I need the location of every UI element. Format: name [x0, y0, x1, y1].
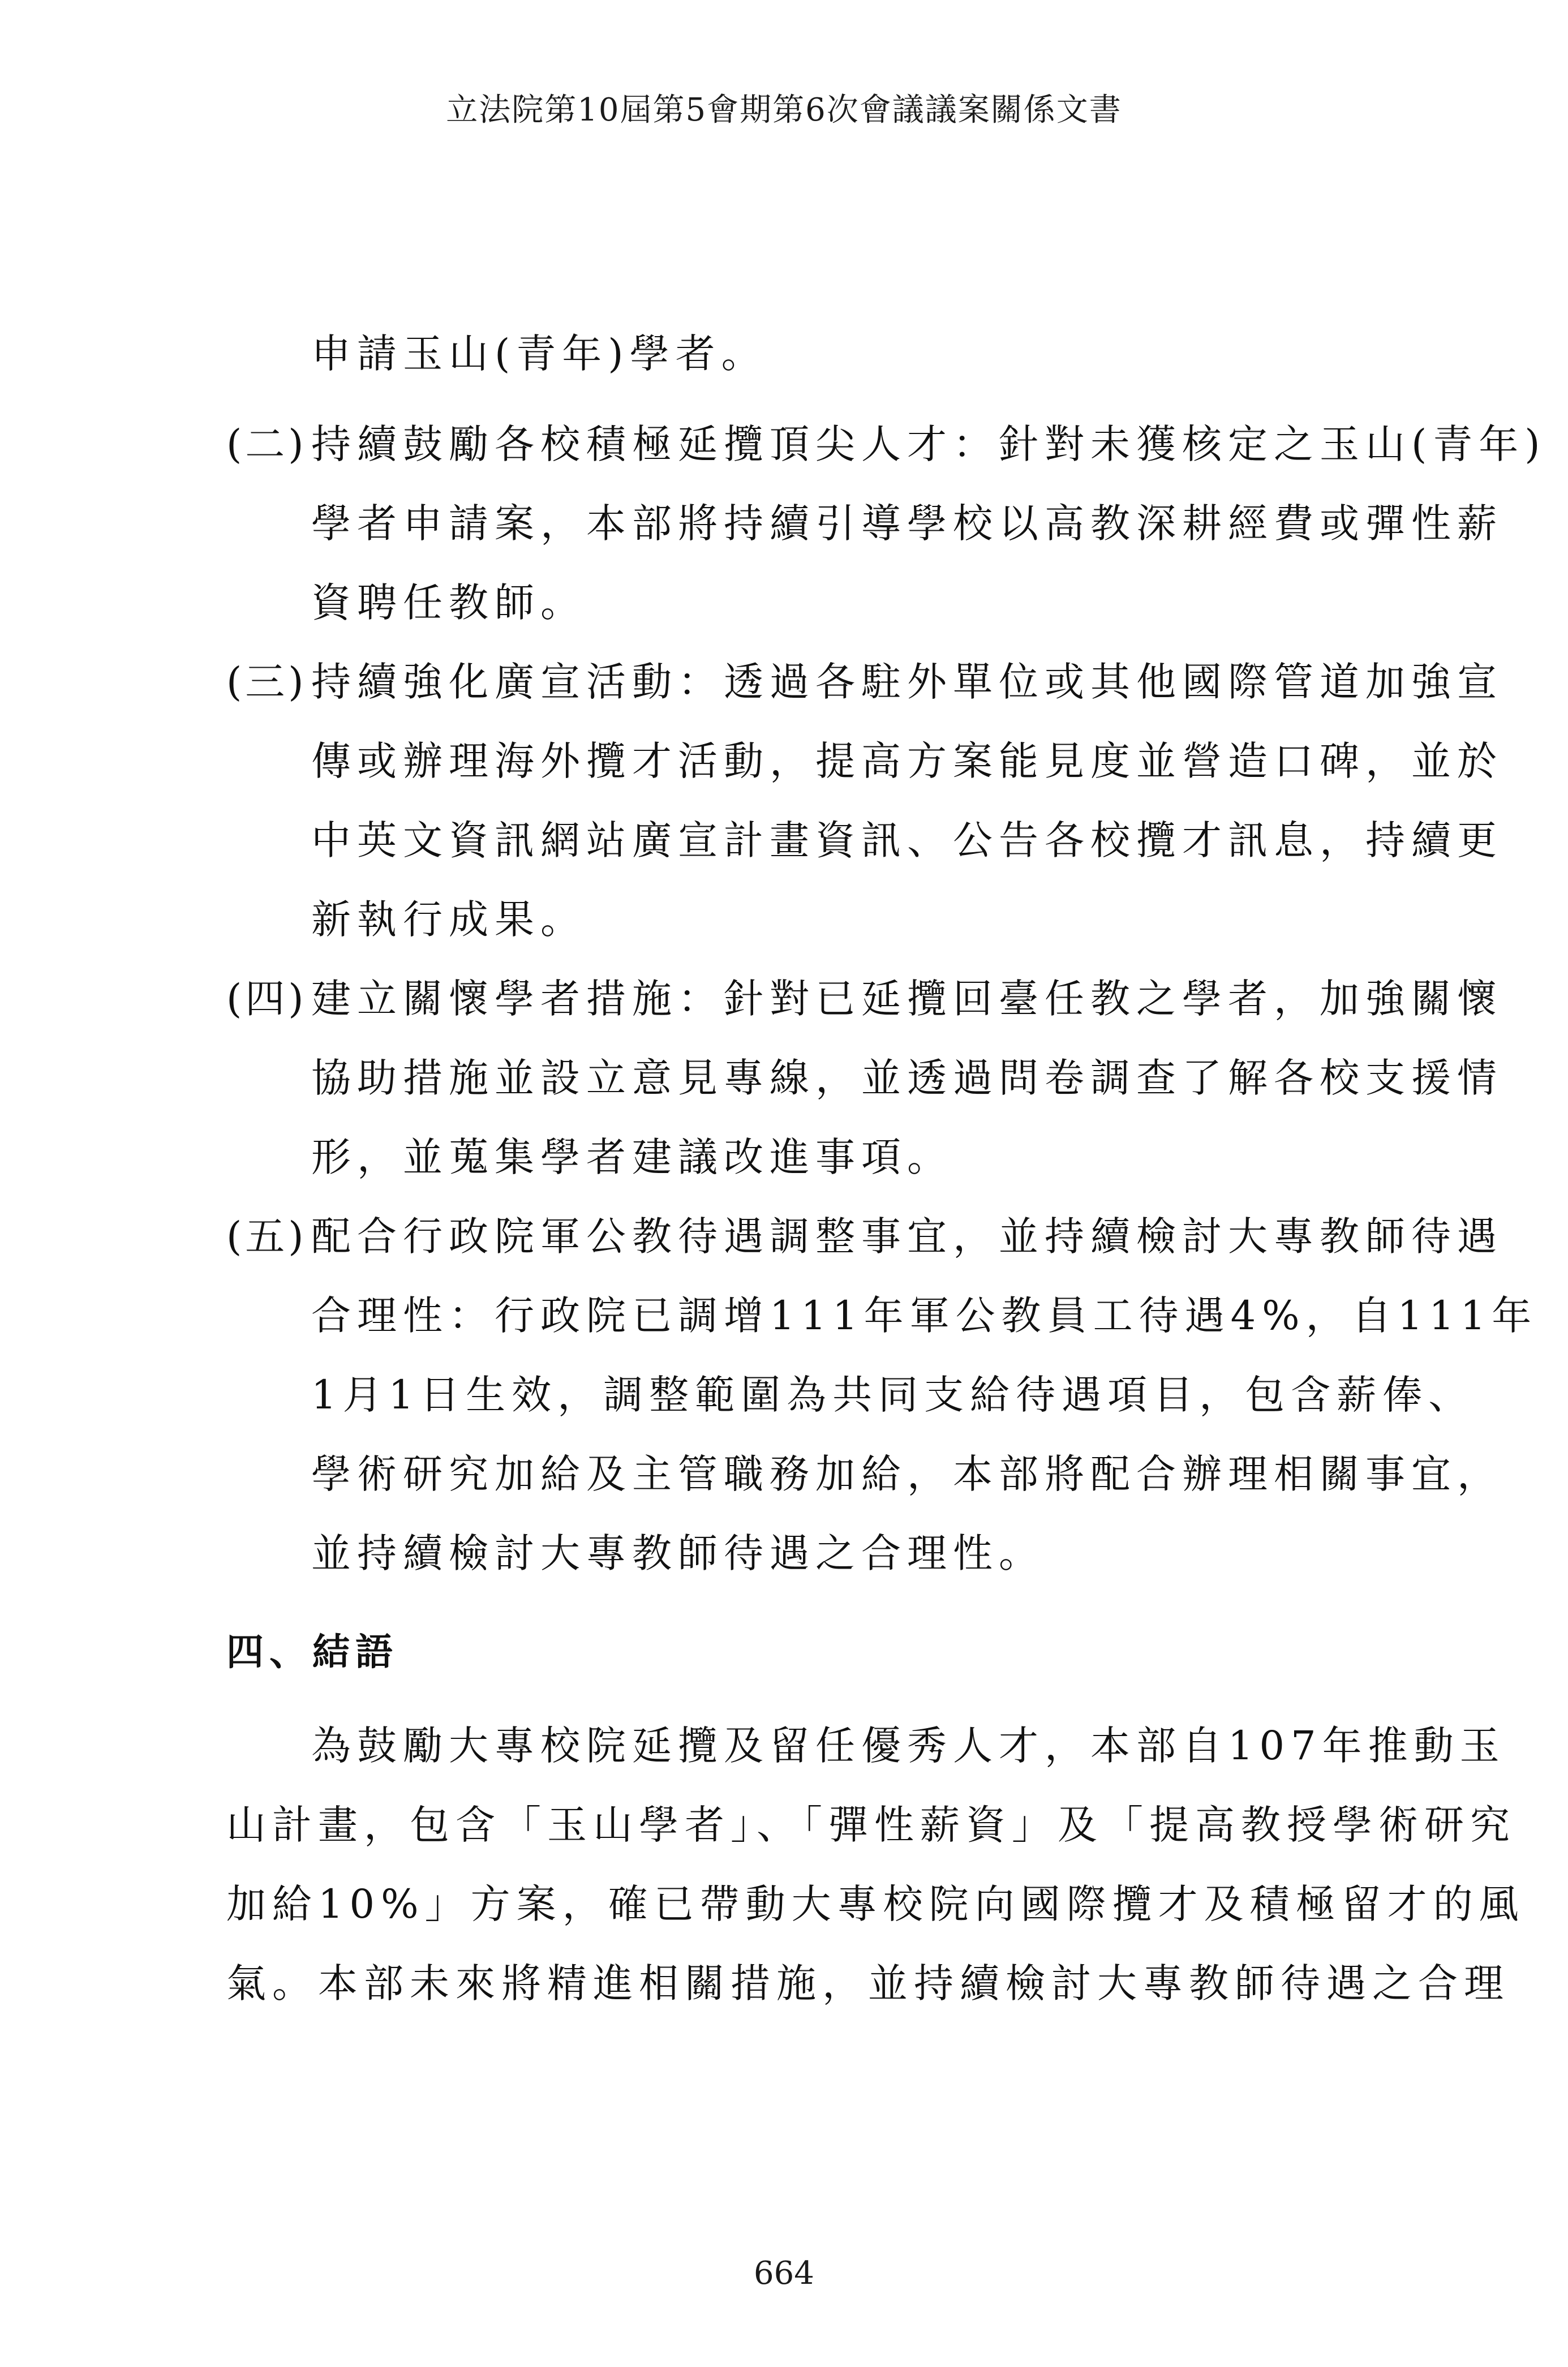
section-line-4: 氣。本部未來將精進相關措施，並持續檢討大專教師待遇之合理 — [226, 1960, 1510, 2007]
item-label-2: (二) — [226, 421, 307, 467]
item-label-5: (五) — [226, 1213, 307, 1260]
item-4-line-3: 形，並蒐集學者建議改進事項。 — [311, 1134, 953, 1180]
item-2-line-3: 資聘任教師。 — [311, 579, 586, 626]
item-5-line-1: 配合行政院軍公教待遇調整事宜，並持續檢討大專教師待遇 — [311, 1213, 1503, 1260]
item-label-4: (四) — [226, 976, 307, 1022]
section-heading: 四、結語 — [226, 1630, 398, 1674]
section-line-1: 為鼓勵大專校院延攬及留任優秀人才，本部自107年推動玉 — [311, 1722, 1506, 1769]
item-4-line-2: 協助措施並設立意見專線，並透過問卷調查了解各校支援情 — [311, 1055, 1503, 1101]
item-5-line-4: 學術研究加給及主管職務加給，本部將配合辦理相關事宜， — [311, 1451, 1503, 1497]
page-number: 664 — [754, 2255, 814, 2292]
section-line-3: 加給10%」方案，確已帶動大專校院向國際攬才及積極留才的風 — [226, 1881, 1525, 1927]
item-3-line-3: 中英文資訊網站廣宣計畫資訊、公告各校攬才訊息，持續更 — [311, 817, 1503, 864]
continuation-line: 申請玉山(青年)學者。 — [311, 330, 767, 377]
document-header: 立法院第10屆第5會期第6次會議議案關係文書 — [446, 92, 1122, 128]
item-5-line-3: 1月1日生效，調整範圍為共同支給待遇項目，包含薪俸、 — [311, 1372, 1475, 1418]
item-3-line-2: 傳或辦理海外攬才活動，提高方案能見度並營造口碑，並於 — [311, 738, 1503, 784]
item-4-line-1: 建立關懷學者措施：針對已延攬回臺任教之學者，加強關懷 — [311, 976, 1503, 1022]
item-3-line-1: 持續強化廣宣活動：透過各駐外單位或其他國際管道加強宣 — [311, 659, 1503, 705]
item-3-line-4: 新執行成果。 — [311, 896, 586, 943]
item-5-line-5: 並持續檢討大專教師待遇之合理性。 — [311, 1530, 1045, 1576]
item-2-line-1: 持續鼓勵各校積極延攬頂尖人才：針對未獲核定之玉山(青年) — [311, 421, 1546, 467]
section-line-2: 山計畫，包含「玉山學者」、「彈性薪資」及「提高教授學術研究 — [226, 1802, 1516, 1848]
item-5-line-2: 合理性：行政院已調增111年軍公教員工待遇4%，自111年 — [311, 1292, 1538, 1339]
item-2-line-2: 學者申請案，本部將持續引導學校以高教深耕經費或彈性薪 — [311, 500, 1503, 547]
item-label-3: (三) — [226, 659, 307, 705]
